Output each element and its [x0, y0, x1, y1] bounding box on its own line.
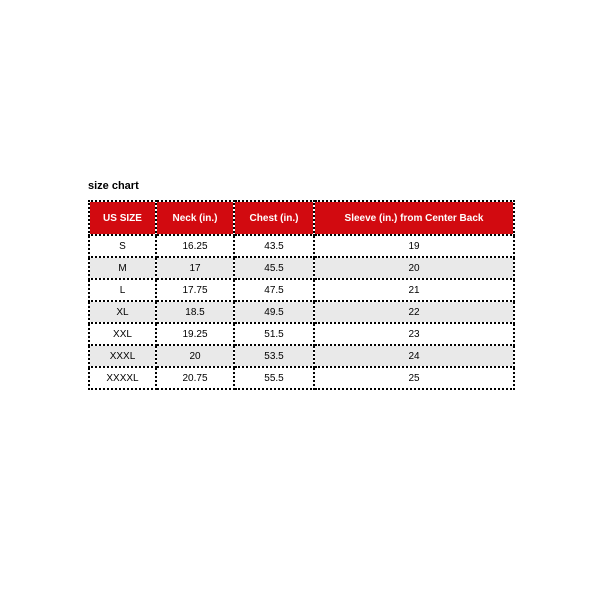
- cell-sleeve: 21: [314, 279, 514, 301]
- table-row: [89, 235, 514, 257]
- cell-size: L: [89, 279, 156, 301]
- cell-size: XXL: [89, 323, 156, 345]
- cell-size: XXXXL: [89, 367, 156, 389]
- cell-size: M: [89, 257, 156, 279]
- table-row: [89, 323, 514, 345]
- cell-chest: 55.5: [234, 367, 314, 389]
- size-chart-table: [88, 200, 515, 390]
- table-header-row: [89, 201, 514, 235]
- table-row: [89, 279, 514, 301]
- header-chest: Chest (in.): [234, 201, 314, 235]
- cell-neck: 20.75: [156, 367, 234, 389]
- cell-sleeve: 19: [314, 235, 514, 257]
- cell-neck: 18.5: [156, 301, 234, 323]
- cell-sleeve: 23: [314, 323, 514, 345]
- cell-size: XL: [89, 301, 156, 323]
- cell-chest: 43.5: [234, 235, 314, 257]
- page-title: size chart: [88, 180, 139, 192]
- table-row: [89, 301, 514, 323]
- table-row: [89, 345, 514, 367]
- table-row: [89, 257, 514, 279]
- cell-sleeve: 24: [314, 345, 514, 367]
- cell-neck: 17.75: [156, 279, 234, 301]
- table-row: [89, 367, 514, 389]
- cell-chest: 47.5: [234, 279, 314, 301]
- header-us-size: US SIZE: [89, 201, 156, 235]
- cell-sleeve: 25: [314, 367, 514, 389]
- cell-size: S: [89, 235, 156, 257]
- cell-sleeve: 20: [314, 257, 514, 279]
- cell-chest: 53.5: [234, 345, 314, 367]
- cell-neck: 19.25: [156, 323, 234, 345]
- cell-size: XXXL: [89, 345, 156, 367]
- cell-chest: 49.5: [234, 301, 314, 323]
- cell-neck: 16.25: [156, 235, 234, 257]
- cell-chest: 51.5: [234, 323, 314, 345]
- header-neck: Neck (in.): [156, 201, 234, 235]
- cell-chest: 45.5: [234, 257, 314, 279]
- header-sleeve: Sleeve (in.) from Center Back: [314, 201, 514, 235]
- cell-neck: 20: [156, 345, 234, 367]
- cell-neck: 17: [156, 257, 234, 279]
- cell-sleeve: 22: [314, 301, 514, 323]
